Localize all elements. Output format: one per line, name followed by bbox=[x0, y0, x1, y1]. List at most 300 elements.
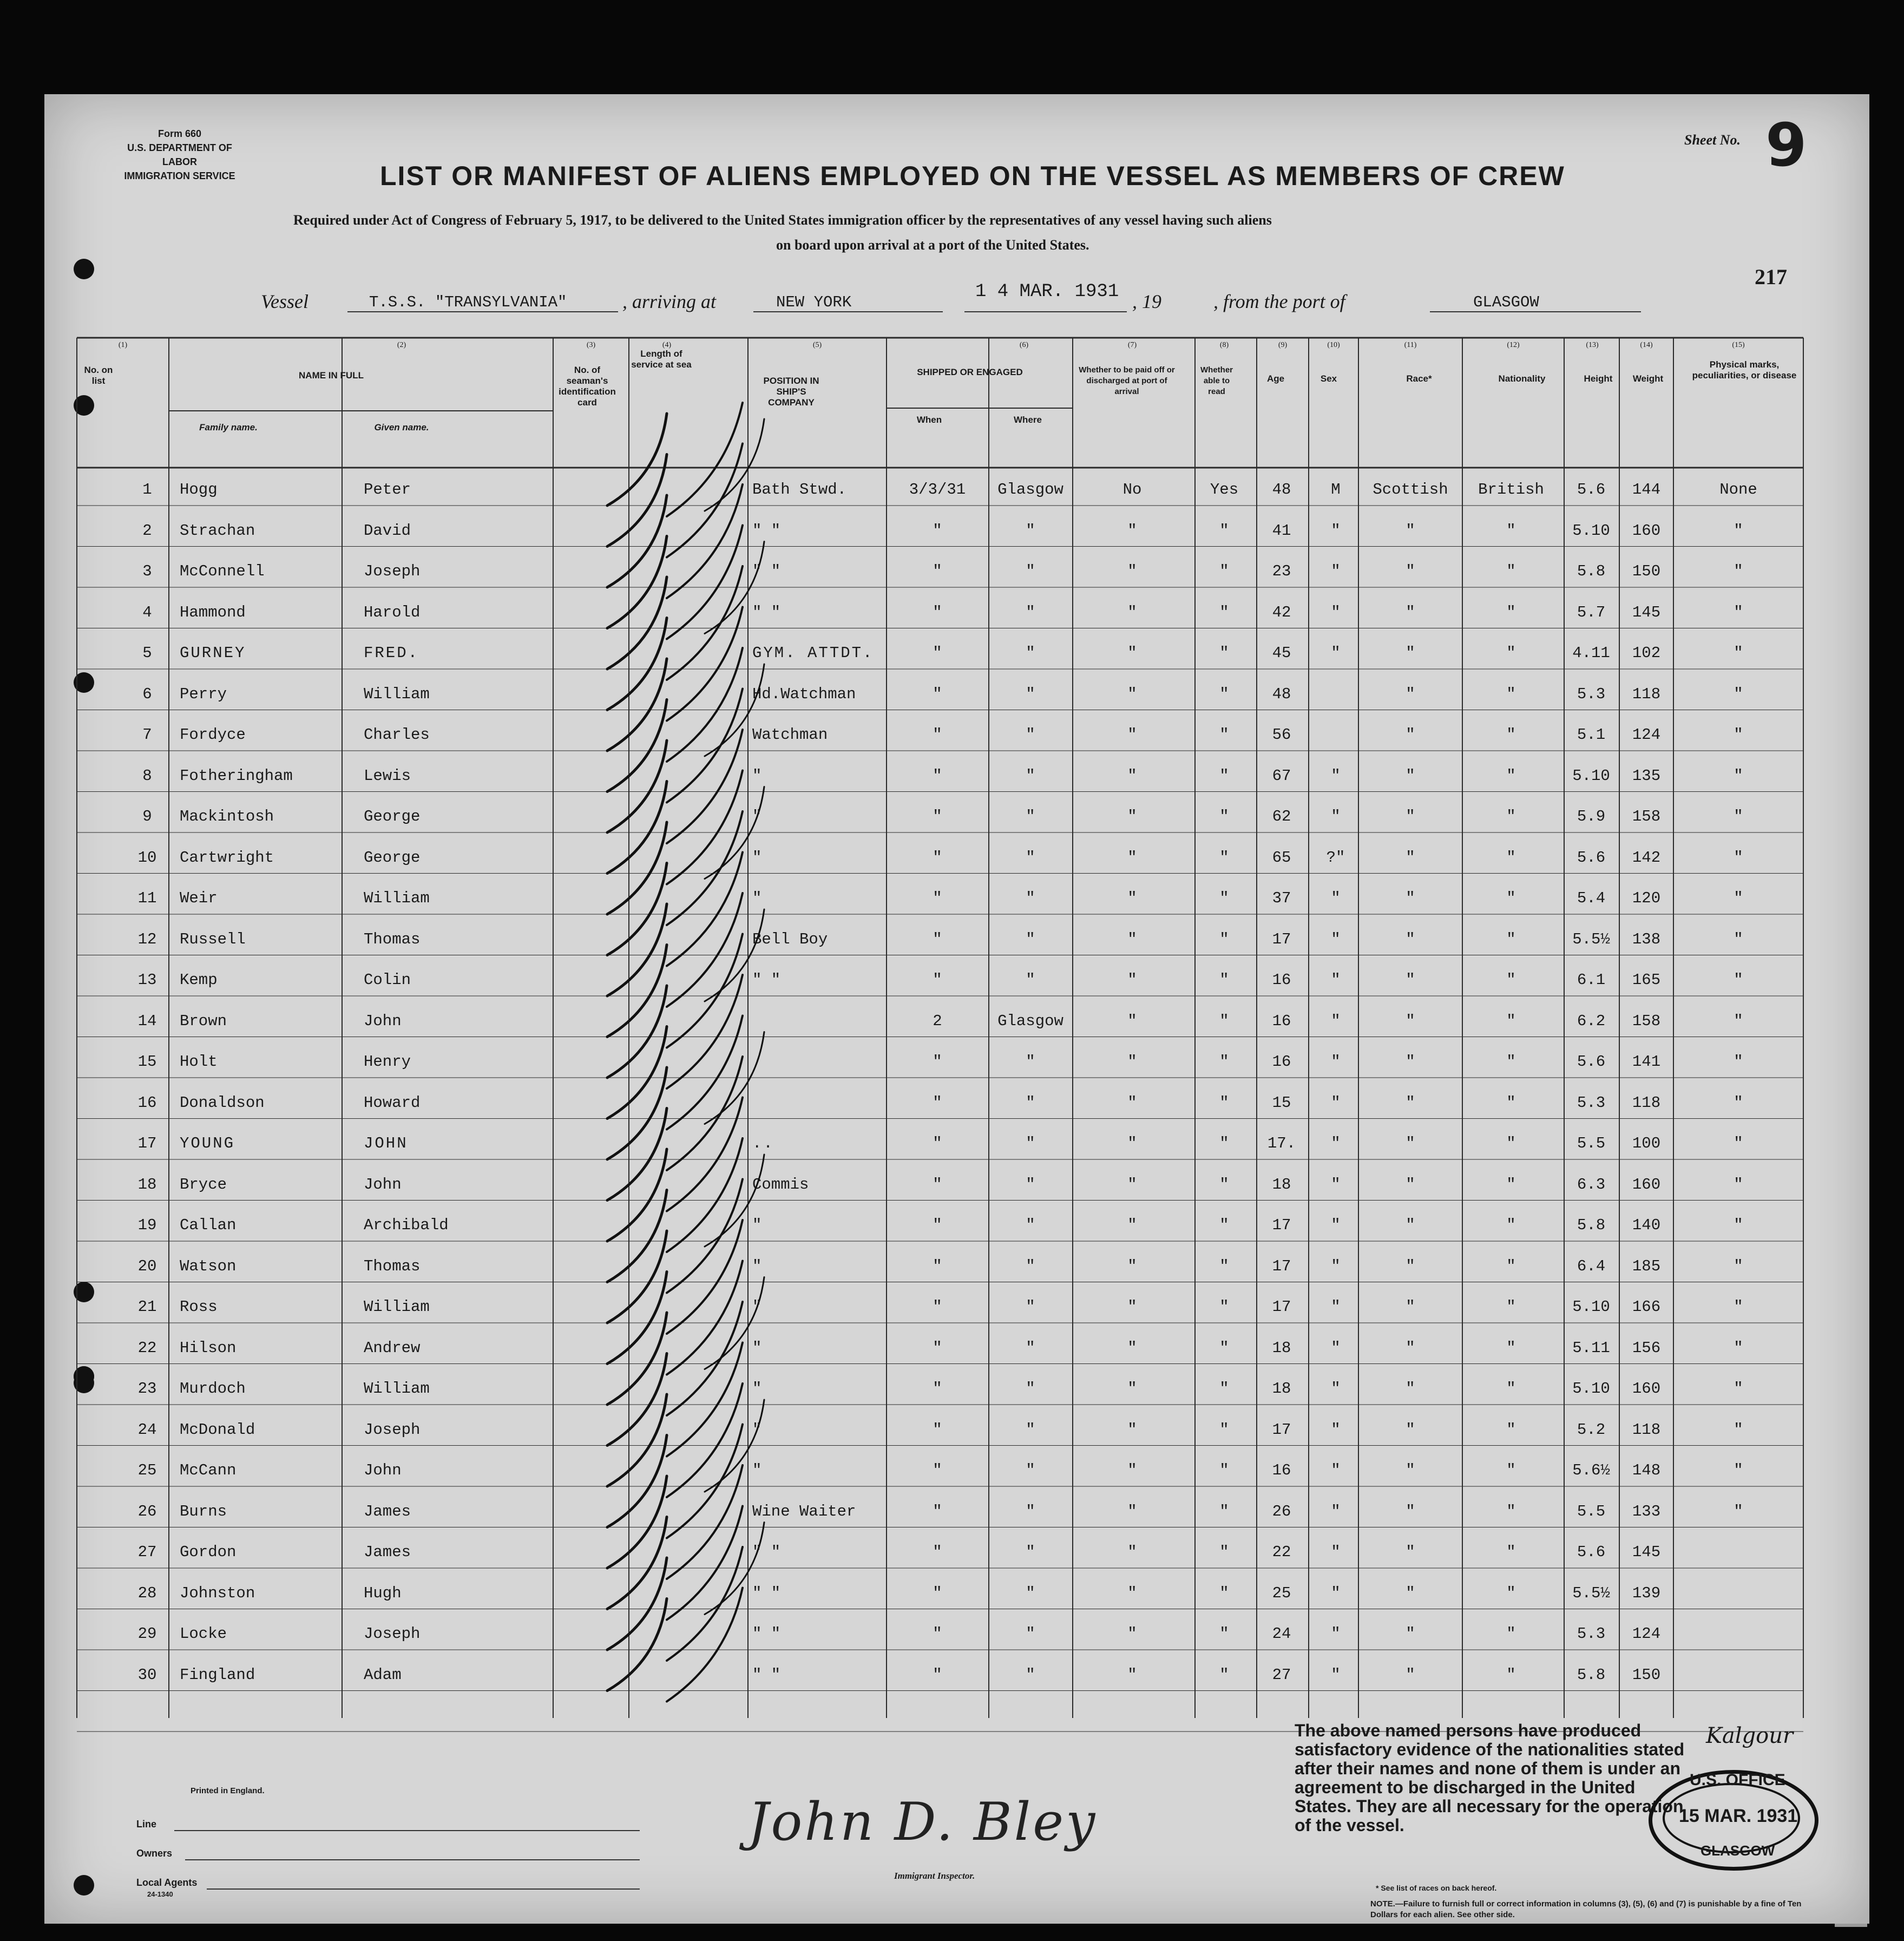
header-read: Whether able to read bbox=[1200, 365, 1233, 396]
year-label: , 19 bbox=[1132, 291, 1161, 312]
crew-able-to-read: " bbox=[1219, 1298, 1229, 1316]
crew-age: 48 bbox=[1272, 685, 1291, 703]
crew-given-name: George bbox=[364, 808, 421, 825]
crew-sex: " bbox=[1331, 930, 1341, 948]
crew-shipped-where: " bbox=[1026, 1502, 1035, 1520]
crew-physical-marks: " bbox=[1734, 644, 1743, 662]
crew-nationality: " bbox=[1506, 808, 1516, 825]
crew-shipped-where: " bbox=[1026, 685, 1035, 703]
crew-race: " bbox=[1406, 1216, 1415, 1234]
crew-given-name: John bbox=[364, 1175, 402, 1194]
crew-paid-off: " bbox=[1127, 726, 1137, 744]
crew-shipped-when: " bbox=[933, 1584, 942, 1602]
crew-position: GYM. ATTDT. bbox=[752, 644, 874, 662]
crew-physical-marks: " bbox=[1734, 1093, 1743, 1112]
crew-physical-marks: " bbox=[1734, 1298, 1743, 1316]
column-number: (2) bbox=[397, 341, 406, 349]
crew-height: 6.3 bbox=[1577, 1175, 1606, 1194]
crew-physical-marks: " bbox=[1734, 685, 1743, 703]
crew-family-name: Johnston bbox=[180, 1584, 255, 1602]
crew-given-name: James bbox=[364, 1502, 411, 1520]
crew-row-number: 21 bbox=[137, 1298, 157, 1316]
crew-family-name: Ross bbox=[180, 1298, 218, 1316]
crew-position: " bbox=[752, 1339, 762, 1357]
crew-weight: 120 bbox=[1632, 889, 1661, 907]
crew-shipped-when: " bbox=[933, 889, 942, 907]
crew-shipped-where: " bbox=[1026, 521, 1035, 540]
header-position: POSITION IN SHIP'S COMPANY bbox=[763, 376, 819, 408]
crew-row-number: 25 bbox=[137, 1461, 157, 1479]
crew-nationality: " bbox=[1506, 1175, 1516, 1194]
crew-row-number: 3 bbox=[142, 562, 152, 580]
crew-weight: 144 bbox=[1632, 481, 1661, 499]
crew-age: 17. bbox=[1267, 1135, 1296, 1152]
crew-sex: " bbox=[1331, 808, 1341, 825]
column-number: (12) bbox=[1507, 341, 1520, 349]
manifest-sheet bbox=[44, 94, 1869, 1924]
crew-row-number: 10 bbox=[137, 848, 157, 867]
crew-race: " bbox=[1406, 808, 1415, 825]
crew-family-name: McCann bbox=[180, 1461, 237, 1479]
crew-row-number: 7 bbox=[142, 726, 152, 744]
crew-family-name: Fingland bbox=[180, 1665, 255, 1684]
header-given-name: Given name. bbox=[374, 422, 429, 432]
crew-given-name: Harold bbox=[364, 603, 421, 621]
crew-paid-off: " bbox=[1127, 521, 1137, 540]
crew-physical-marks: " bbox=[1734, 603, 1743, 621]
crew-shipped-when: " bbox=[933, 1175, 942, 1194]
crew-family-name: Watson bbox=[180, 1257, 237, 1275]
crew-family-name: Locke bbox=[180, 1625, 227, 1643]
crew-able-to-read: " bbox=[1219, 1093, 1229, 1112]
crew-nationality: " bbox=[1506, 1053, 1516, 1071]
crew-physical-marks: " bbox=[1734, 848, 1743, 867]
crew-paid-off: " bbox=[1127, 1339, 1137, 1357]
crew-height: 5.10 bbox=[1572, 521, 1610, 540]
crew-given-name: William bbox=[364, 685, 430, 703]
crew-paid-off: " bbox=[1127, 1502, 1137, 1520]
crew-shipped-where: " bbox=[1026, 1665, 1035, 1684]
crew-height: 5.5½ bbox=[1572, 1584, 1610, 1602]
subtitle-line1: Required under Act of Congress of February 5, 1917, to be delivered to the United States immigration officer by the representatives of any vessel having such aliens bbox=[293, 212, 1272, 228]
crew-paid-off: " bbox=[1127, 1257, 1137, 1275]
crew-family-name: YOUNG bbox=[180, 1135, 235, 1152]
crew-weight: 140 bbox=[1632, 1216, 1661, 1234]
crew-family-name: Fordyce bbox=[180, 726, 246, 744]
crew-shipped-where: " bbox=[1026, 1135, 1035, 1152]
crew-position: " bbox=[752, 1216, 762, 1234]
stamp-top-text: U.S. OFFICE bbox=[1690, 1771, 1785, 1789]
crew-family-name: Gordon bbox=[180, 1543, 237, 1561]
header-family-name: Family name. bbox=[199, 422, 258, 432]
crew-position: " " bbox=[752, 1543, 781, 1561]
crew-paid-off: " bbox=[1127, 1135, 1137, 1152]
header-paid-off: Whether to be paid off or discharged at port of arrival bbox=[1079, 365, 1175, 396]
crew-family-name: McConnell bbox=[180, 562, 265, 580]
crew-paid-off: " bbox=[1127, 1625, 1137, 1643]
crew-race: " bbox=[1406, 1298, 1415, 1316]
crew-able-to-read: " bbox=[1219, 1135, 1229, 1152]
from-label: , from the port of bbox=[1213, 291, 1345, 312]
crew-race: " bbox=[1406, 1625, 1415, 1643]
crew-weight: 156 bbox=[1632, 1339, 1661, 1357]
crew-shipped-when: " bbox=[933, 848, 942, 867]
crew-shipped-where: " bbox=[1026, 1584, 1035, 1602]
column-number: (15) bbox=[1732, 341, 1745, 349]
crew-position: " bbox=[752, 1257, 762, 1275]
crew-row-number: 23 bbox=[137, 1380, 157, 1398]
crew-paid-off: " bbox=[1127, 603, 1137, 621]
crew-given-name: Peter bbox=[364, 481, 411, 499]
crew-position: " " bbox=[752, 971, 781, 989]
crew-family-name: Hammond bbox=[180, 603, 246, 621]
crew-given-name: David bbox=[364, 521, 411, 540]
crew-shipped-when: " bbox=[933, 1257, 942, 1275]
crew-family-name: Weir bbox=[180, 889, 218, 907]
crew-family-name: Callan bbox=[180, 1216, 237, 1234]
crew-able-to-read: " bbox=[1219, 521, 1229, 540]
crew-race: " bbox=[1406, 726, 1415, 744]
crew-nationality: " bbox=[1506, 1012, 1516, 1030]
crew-nationality: " bbox=[1506, 1093, 1516, 1112]
inspector-label: Immigrant Inspector. bbox=[894, 1871, 975, 1881]
crew-height: 5.2 bbox=[1577, 1420, 1606, 1439]
crew-height: 5.8 bbox=[1577, 1216, 1606, 1234]
crew-shipped-when: " bbox=[933, 1053, 942, 1071]
crew-physical-marks: " bbox=[1734, 1339, 1743, 1357]
crew-sex: " bbox=[1331, 521, 1341, 540]
crew-paid-off: " bbox=[1127, 1584, 1137, 1602]
header-physical: Physical marks, peculiarities, or disease bbox=[1692, 359, 1797, 381]
crew-given-name: William bbox=[364, 889, 430, 907]
crew-shipped-where: " bbox=[1026, 726, 1035, 744]
crew-race: " bbox=[1406, 930, 1415, 948]
crew-paid-off: " bbox=[1127, 1420, 1137, 1439]
crew-height: 5.1 bbox=[1577, 726, 1606, 744]
column-number: (5) bbox=[812, 341, 822, 349]
crew-row-number: 17 bbox=[137, 1135, 157, 1152]
crew-shipped-where: " bbox=[1026, 1461, 1035, 1479]
crew-physical-marks: " bbox=[1734, 930, 1743, 948]
crew-physical-marks: " bbox=[1734, 1012, 1743, 1030]
crew-weight: 142 bbox=[1632, 848, 1661, 867]
crew-sex: ?" bbox=[1326, 848, 1345, 867]
subtitle-line2: on board upon arrival at a port of the United States. bbox=[776, 237, 1089, 253]
stamp-signature: Kalgour bbox=[1706, 1723, 1794, 1748]
crew-height: 5.3 bbox=[1577, 685, 1606, 703]
crew-nationality: " bbox=[1506, 726, 1516, 744]
crew-shipped-where: " bbox=[1026, 603, 1035, 621]
crew-age: 17 bbox=[1272, 930, 1291, 948]
crew-paid-off: " bbox=[1127, 1012, 1137, 1030]
crew-nationality: " bbox=[1506, 1298, 1516, 1316]
crew-physical-marks: " bbox=[1734, 1420, 1743, 1439]
crew-row-number: 11 bbox=[137, 889, 157, 907]
crew-row-number: 16 bbox=[137, 1093, 157, 1112]
crew-nationality: " bbox=[1506, 1216, 1516, 1234]
crew-height: 5.11 bbox=[1572, 1339, 1610, 1357]
crew-position: " " bbox=[752, 603, 781, 621]
crew-row-number: 13 bbox=[137, 971, 157, 989]
crew-shipped-when: " bbox=[933, 1339, 942, 1357]
column-number: (6) bbox=[1019, 341, 1029, 349]
crew-age: 26 bbox=[1272, 1502, 1291, 1520]
crew-sex: " bbox=[1331, 1175, 1341, 1194]
crew-shipped-when: " bbox=[933, 562, 942, 580]
crew-able-to-read: " bbox=[1219, 1584, 1229, 1602]
crew-race: " bbox=[1406, 848, 1415, 867]
crew-weight: 138 bbox=[1632, 930, 1661, 948]
crew-row-number: 20 bbox=[137, 1257, 157, 1275]
crew-paid-off: " bbox=[1127, 1380, 1137, 1398]
crew-shipped-where: " bbox=[1026, 766, 1035, 785]
crew-sex: " bbox=[1331, 889, 1341, 907]
crew-paid-off: " bbox=[1127, 1175, 1137, 1194]
crew-paid-off: " bbox=[1127, 808, 1137, 825]
crew-weight: 160 bbox=[1632, 1175, 1661, 1194]
crew-shipped-where: " bbox=[1026, 1420, 1035, 1439]
crew-shipped-when: 2 bbox=[933, 1012, 942, 1030]
crew-family-name: McDonald bbox=[180, 1420, 255, 1439]
crew-height: 5.6 bbox=[1577, 1543, 1606, 1561]
crew-height: 5.10 bbox=[1572, 1380, 1610, 1398]
crew-row-number: 14 bbox=[137, 1012, 157, 1030]
crew-row-number: 15 bbox=[137, 1053, 157, 1071]
crew-able-to-read: " bbox=[1219, 889, 1229, 907]
crew-height: 5.6 bbox=[1577, 848, 1606, 867]
crew-nationality: " bbox=[1506, 1665, 1516, 1684]
crew-shipped-when: " bbox=[933, 1420, 942, 1439]
crew-physical-marks: " bbox=[1734, 1053, 1743, 1071]
header-name-in-full: NAME IN FULL bbox=[299, 370, 364, 381]
crew-sex: " bbox=[1331, 1543, 1341, 1561]
crew-nationality: " bbox=[1506, 1135, 1516, 1152]
printed-note: Printed in England. bbox=[191, 1786, 265, 1795]
crew-row-number: 24 bbox=[137, 1420, 157, 1439]
crew-weight: 158 bbox=[1632, 1012, 1661, 1030]
crew-weight: 118 bbox=[1632, 685, 1661, 703]
crew-shipped-when: " bbox=[933, 808, 942, 825]
crew-row-number: 29 bbox=[137, 1625, 157, 1643]
crew-age: 62 bbox=[1272, 808, 1291, 825]
crew-paid-off: " bbox=[1127, 644, 1137, 662]
crew-weight: 166 bbox=[1632, 1298, 1661, 1316]
crew-nationality: " bbox=[1506, 848, 1516, 867]
crew-height: 5.5½ bbox=[1572, 930, 1610, 948]
crew-age: 18 bbox=[1272, 1175, 1291, 1194]
crew-nationality: " bbox=[1506, 1625, 1516, 1643]
crew-nationality: " bbox=[1506, 1339, 1516, 1357]
crew-paid-off: " bbox=[1127, 1093, 1137, 1112]
crew-nationality: " bbox=[1506, 971, 1516, 989]
crew-position: " " bbox=[752, 521, 781, 540]
crew-position: " " bbox=[752, 1665, 781, 1684]
crew-position: " " bbox=[752, 562, 781, 580]
crew-able-to-read: " bbox=[1219, 848, 1229, 867]
crew-family-name: Burns bbox=[180, 1502, 227, 1520]
crew-sex: " bbox=[1331, 1216, 1341, 1234]
crew-age: 23 bbox=[1272, 562, 1291, 580]
crew-family-name: Mackintosh bbox=[180, 808, 274, 825]
crew-able-to-read: " bbox=[1219, 971, 1229, 989]
crew-given-name: Joseph bbox=[364, 562, 421, 580]
crew-position: Watchman bbox=[752, 726, 828, 744]
crew-given-name: Thomas bbox=[364, 930, 421, 948]
crew-family-name: GURNEY bbox=[180, 644, 246, 662]
crew-able-to-read: " bbox=[1219, 1665, 1229, 1684]
crew-able-to-read: " bbox=[1219, 603, 1229, 621]
crew-race: " bbox=[1406, 1461, 1415, 1479]
crew-shipped-where: " bbox=[1026, 1380, 1035, 1398]
form-number: Form 660 bbox=[157, 128, 202, 139]
crew-nationality: " bbox=[1506, 562, 1516, 580]
crew-able-to-read: " bbox=[1219, 1502, 1229, 1520]
crew-given-name: Henry bbox=[364, 1053, 411, 1071]
crew-physical-marks: " bbox=[1734, 971, 1743, 989]
arriving-label: , arriving at bbox=[622, 291, 717, 312]
crew-height: 5.5 bbox=[1577, 1135, 1606, 1152]
crew-physical-marks: " bbox=[1734, 766, 1743, 785]
crew-age: 17 bbox=[1272, 1216, 1291, 1234]
crew-height: 6.2 bbox=[1577, 1012, 1606, 1030]
sheet-number: 9 bbox=[1765, 110, 1809, 180]
crew-race: Scottish bbox=[1373, 481, 1448, 499]
crew-sex: " bbox=[1331, 1012, 1341, 1030]
crew-age: 16 bbox=[1272, 1053, 1291, 1071]
header-seaman-id: No. of seaman's identification card bbox=[559, 365, 616, 408]
crew-shipped-where: " bbox=[1026, 1053, 1035, 1071]
crew-able-to-read: " bbox=[1219, 1543, 1229, 1561]
crew-race: " bbox=[1406, 766, 1415, 785]
page-title: LIST OR MANIFEST OF ALIENS EMPLOYED ON THE VESSEL AS MEMBERS OF CREW bbox=[380, 161, 1565, 191]
crew-age: 16 bbox=[1272, 971, 1291, 989]
crew-nationality: " bbox=[1506, 603, 1516, 621]
crew-able-to-read: " bbox=[1219, 1339, 1229, 1357]
crew-weight: 145 bbox=[1632, 1543, 1661, 1561]
crew-sex: " bbox=[1331, 1380, 1341, 1398]
crew-paid-off: " bbox=[1127, 562, 1137, 580]
crew-sex: M bbox=[1331, 481, 1341, 499]
header-nationality: Nationality bbox=[1498, 373, 1546, 384]
crew-sex: " bbox=[1331, 1420, 1341, 1439]
crew-given-name: Adam bbox=[364, 1665, 402, 1684]
column-number: (3) bbox=[586, 341, 596, 349]
crew-sex: " bbox=[1331, 1093, 1341, 1112]
crew-given-name: Joseph bbox=[364, 1420, 421, 1439]
crew-position: " bbox=[752, 808, 762, 825]
crew-age: 42 bbox=[1272, 603, 1291, 621]
arrival-date: 1 4 MAR. 1931 bbox=[975, 281, 1119, 302]
crew-family-name: Brown bbox=[180, 1012, 227, 1030]
crew-nationality: " bbox=[1506, 930, 1516, 948]
crew-able-to-read: " bbox=[1219, 1216, 1229, 1234]
crew-shipped-when: " bbox=[933, 1665, 942, 1684]
crew-physical-marks: " bbox=[1734, 1257, 1743, 1275]
crew-able-to-read: " bbox=[1219, 930, 1229, 948]
crew-nationality: " bbox=[1506, 1257, 1516, 1275]
crew-able-to-read: " bbox=[1219, 1175, 1229, 1194]
crew-shipped-where: Glasgow bbox=[997, 1012, 1063, 1030]
crew-weight: 145 bbox=[1632, 603, 1661, 621]
crew-height: 5.8 bbox=[1577, 562, 1606, 580]
crew-weight: 160 bbox=[1632, 521, 1661, 540]
crew-given-name: George bbox=[364, 848, 421, 867]
crew-given-name: Joseph bbox=[364, 1625, 421, 1643]
crew-race: " bbox=[1406, 1665, 1415, 1684]
crew-able-to-read: " bbox=[1219, 644, 1229, 662]
crew-position: " bbox=[752, 848, 762, 867]
crew-race: " bbox=[1406, 1502, 1415, 1520]
crew-given-name: FRED. bbox=[364, 644, 419, 662]
crew-nationality: " bbox=[1506, 766, 1516, 785]
arrival-port: NEW YORK bbox=[776, 293, 852, 311]
header-shipped: SHIPPED OR ENGAGED bbox=[917, 367, 1023, 377]
crew-nationality: British bbox=[1478, 481, 1544, 499]
crew-row-number: 5 bbox=[142, 644, 152, 662]
crew-row-number: 30 bbox=[137, 1665, 157, 1684]
crew-age: 15 bbox=[1272, 1093, 1291, 1112]
crew-given-name: William bbox=[364, 1380, 430, 1398]
crew-weight: 102 bbox=[1632, 644, 1661, 662]
crew-age: 45 bbox=[1272, 644, 1291, 662]
crew-shipped-when: " bbox=[933, 1298, 942, 1316]
crew-given-name: Lewis bbox=[364, 766, 411, 785]
crew-row-number: 1 bbox=[142, 481, 152, 499]
crew-given-name: Hugh bbox=[364, 1584, 402, 1602]
crew-race: " bbox=[1406, 1420, 1415, 1439]
crew-shipped-when: " bbox=[933, 521, 942, 540]
crew-able-to-read: " bbox=[1219, 1380, 1229, 1398]
crew-physical-marks: " bbox=[1734, 1502, 1743, 1520]
header-age: Age bbox=[1266, 373, 1285, 384]
crew-given-name: Andrew bbox=[364, 1339, 421, 1357]
crew-sex: " bbox=[1331, 1625, 1341, 1643]
crew-shipped-where: " bbox=[1026, 1298, 1035, 1316]
crew-shipped-when: " bbox=[933, 1461, 942, 1479]
crew-position: " bbox=[752, 766, 762, 785]
crew-age: 18 bbox=[1272, 1339, 1291, 1357]
crew-weight: 118 bbox=[1632, 1093, 1661, 1112]
crew-age: 17 bbox=[1272, 1420, 1291, 1439]
crew-height: 5.10 bbox=[1572, 1298, 1610, 1316]
owners-label: Owners bbox=[136, 1848, 173, 1859]
crew-family-name: Murdoch bbox=[180, 1380, 246, 1398]
crew-position: " bbox=[752, 1420, 762, 1439]
crew-race: " bbox=[1406, 603, 1415, 621]
vessel-label: Vessel bbox=[261, 291, 308, 312]
crew-weight: 139 bbox=[1632, 1584, 1661, 1602]
crew-weight: 165 bbox=[1632, 971, 1661, 989]
crew-nationality: " bbox=[1506, 1543, 1516, 1561]
crew-shipped-when: " bbox=[933, 685, 942, 703]
crew-paid-off: " bbox=[1127, 685, 1137, 703]
crew-row-number: 18 bbox=[137, 1175, 157, 1194]
crew-height: 5.3 bbox=[1577, 1093, 1606, 1112]
crew-age: 24 bbox=[1272, 1625, 1291, 1643]
crew-race: " bbox=[1406, 1584, 1415, 1602]
crew-race: " bbox=[1406, 521, 1415, 540]
crew-given-name: Archibald bbox=[364, 1216, 449, 1234]
crew-paid-off: " bbox=[1127, 848, 1137, 867]
crew-race: " bbox=[1406, 1135, 1415, 1152]
crew-height: 5.8 bbox=[1577, 1665, 1606, 1684]
column-number: (11) bbox=[1404, 341, 1417, 349]
crew-shipped-when: " bbox=[933, 1543, 942, 1561]
crew-family-name: Donaldson bbox=[180, 1093, 265, 1112]
crew-paid-off: " bbox=[1127, 1543, 1137, 1561]
crew-physical-marks: " bbox=[1734, 562, 1743, 580]
crew-height: 5.6½ bbox=[1572, 1461, 1610, 1479]
